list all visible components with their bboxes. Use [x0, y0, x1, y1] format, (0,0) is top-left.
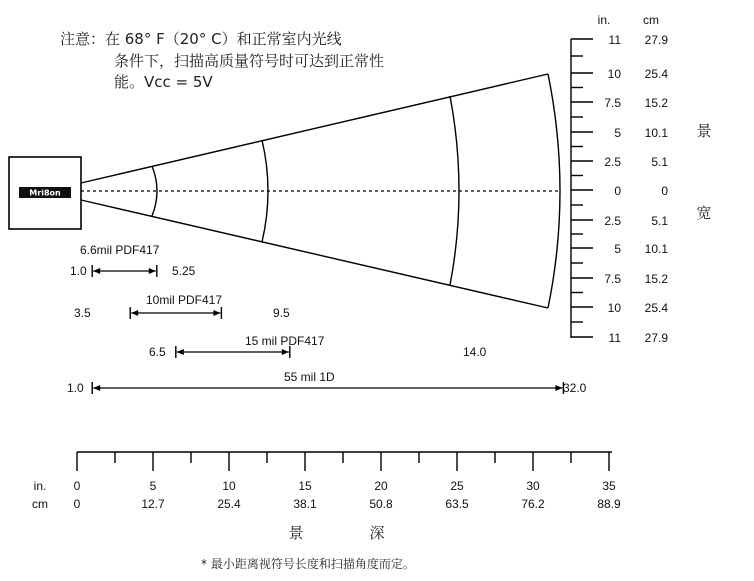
note-line-3: 能。Vcc = 5V — [114, 73, 213, 91]
depth-tick-in-label: 20 — [374, 479, 388, 493]
depth-unit-cm: cm — [32, 497, 48, 511]
range-55mil-max: 32.0 — [563, 381, 587, 395]
depth-ticks — [77, 452, 609, 471]
range-15mil-arrow-left — [177, 349, 184, 355]
width-tick-cm-label: 25.4 — [644, 301, 668, 315]
depth-unit-in: in. — [33, 479, 47, 493]
width-tick-cm-label: 15.2 — [644, 96, 668, 110]
range-10mil-max: 9.5 — [273, 306, 290, 320]
width-ticks — [571, 33, 668, 345]
width-tick-cm-label: 27.9 — [644, 33, 668, 47]
width-tick-cm-label: 27.9 — [644, 331, 668, 345]
width-tick-cm-label: 10.1 — [644, 242, 668, 256]
range-10mil-arrow-left — [131, 310, 138, 316]
range-15mil-max: 14.0 — [463, 345, 487, 359]
depth-tick-in-label: 10 — [222, 479, 236, 493]
depth-tick-cm-label: 76.2 — [521, 497, 545, 511]
width-axis — [571, 13, 712, 345]
width-tick-in-label: 5 — [614, 126, 621, 140]
range-6mil-label: 6.6mil PDF417 — [80, 243, 160, 257]
range-6mil — [70, 243, 196, 278]
width-tick-in-label: 11 — [608, 331, 621, 345]
width-tick-in-label: 2.5 — [604, 214, 621, 228]
depth-tick-in-label: 25 — [450, 479, 464, 493]
range-55mil — [67, 370, 587, 395]
note-line-2: 条件下，扫描高质量符号时可达到正常性 — [114, 52, 385, 70]
range-15mil-min: 6.5 — [149, 345, 166, 359]
depth-tick-in-label: 35 — [602, 479, 616, 493]
range-55mil-arrow-left — [93, 385, 100, 391]
width-tick-in-label: 0 — [614, 184, 621, 198]
depth-tick-in-label: 30 — [526, 479, 540, 493]
depth-title-right: 深 — [369, 524, 385, 542]
range-55mil-min: 1.0 — [67, 381, 84, 395]
range-15mil — [149, 334, 487, 359]
width-tick-in-label: 10 — [607, 301, 621, 315]
width-title-top: 景 — [696, 122, 712, 140]
width-tick-cm-label: 5.1 — [651, 155, 668, 169]
depth-tick-cm-label: 63.5 — [445, 497, 469, 511]
range-6mil-min: 1.0 — [70, 264, 87, 278]
scanner-device — [9, 157, 81, 229]
width-unit-cm: cm — [643, 13, 659, 27]
width-tick-cm-label: 10.1 — [644, 126, 668, 140]
width-tick-in-label: 11 — [608, 33, 621, 47]
range-10mil — [74, 293, 290, 320]
depth-labels — [74, 479, 621, 511]
depth-tick-cm-label: 0 — [73, 497, 81, 511]
range-6mil-arrow-right — [149, 268, 156, 274]
width-tick-cm-label: 0 — [661, 184, 668, 198]
range-10mil-label: 10mil PDF417 — [146, 293, 223, 307]
scan-field-cone — [81, 74, 560, 308]
depth-tick-cm-label: 25.4 — [217, 497, 241, 511]
depth-title-left: 景 — [288, 524, 304, 542]
range-55mil-label: 55 mil 1D — [284, 370, 335, 384]
range-6mil-max: 5.25 — [172, 264, 196, 278]
range-10mil-arrow-right — [213, 310, 220, 316]
depth-tick-cm-label: 88.9 — [597, 497, 621, 511]
width-tick-cm-label: 5.1 — [651, 214, 668, 228]
range-15mil-label: 15 mil PDF417 — [245, 334, 325, 348]
width-title-bottom: 宽 — [696, 204, 712, 222]
width-tick-in-label: 7.5 — [604, 272, 621, 286]
width-tick-in-label: 10 — [607, 67, 621, 81]
range-6mil-arrow-left — [93, 268, 100, 274]
scanner-logo-text: Mri8on — [29, 188, 61, 198]
range-15mil-arrow-right — [282, 349, 289, 355]
depth-tick-cm-label: 50.8 — [369, 497, 393, 511]
width-tick-cm-label: 15.2 — [644, 272, 668, 286]
width-unit-in: in. — [597, 13, 611, 27]
depth-tick-cm-label: 12.7 — [141, 497, 165, 511]
range-55mil-arrow-right — [555, 385, 562, 391]
note-line-1: 注意：在 68° F（20° C）和正常室内光线 — [60, 30, 342, 48]
width-tick-cm-label: 25.4 — [644, 67, 668, 81]
depth-axis — [32, 452, 621, 542]
depth-tick-in-label: 0 — [73, 479, 81, 493]
depth-tick-in-label: 5 — [149, 479, 157, 493]
depth-tick-in-label: 15 — [298, 479, 312, 493]
range-indicators — [67, 243, 587, 395]
width-tick-in-label: 5 — [614, 242, 621, 256]
width-tick-in-label: 2.5 — [604, 155, 621, 169]
width-tick-in-label: 7.5 — [604, 96, 621, 110]
depth-tick-cm-label: 38.1 — [293, 497, 317, 511]
range-10mil-min: 3.5 — [74, 306, 91, 320]
footnote: * 最小距离视符号长度和扫描角度而定。 — [201, 557, 415, 571]
